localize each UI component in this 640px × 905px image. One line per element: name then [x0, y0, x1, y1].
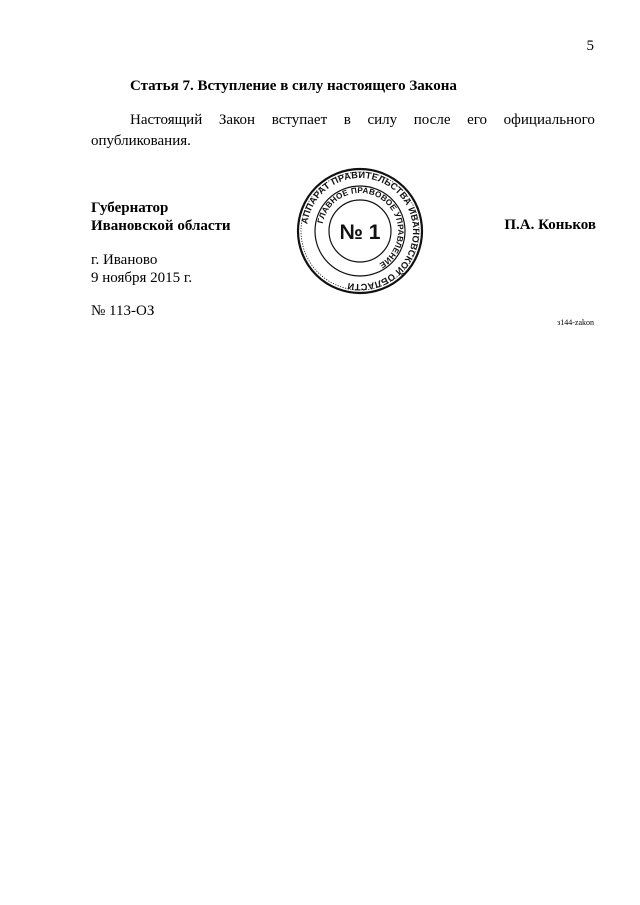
law-number: № 113-ОЗ [91, 303, 155, 319]
article-body-line-1 [91, 110, 595, 131]
body-word: в [343, 112, 351, 128]
body-word: официального [503, 112, 595, 128]
signatory-title-line-2: Ивановской области [91, 218, 231, 234]
file-reference: з144-zakon [557, 318, 594, 327]
article-body-line-2: опубликования. [91, 133, 191, 149]
official-seal [296, 167, 424, 295]
body-word: вступает [271, 112, 328, 128]
page-number: 5 [586, 38, 594, 54]
body-word: силу [367, 112, 398, 128]
body-word: после [413, 112, 451, 128]
seal-inner-text: ГЛАВНОЕ ПРАВОВОЕ УПРАВЛЕНИЕ [315, 185, 406, 270]
article-body [91, 110, 595, 152]
signatory-title [91, 199, 231, 235]
seal-outer-text: АППАРАТ ПРАВИТЕЛЬСТВА ИВАНОВСКОЙ ОБЛАСТИ [299, 169, 422, 293]
date: 9 ноября 2015 г. [91, 270, 193, 286]
body-word: его [467, 112, 488, 128]
article-heading: Статья 7. Вступление в силу настоящего Закона [130, 78, 457, 94]
signatory-title-line-1: Губернатор [91, 200, 169, 216]
signatory-name: П.А. Коньков [504, 217, 596, 233]
seal-center-number: № 1 [339, 221, 381, 244]
place: г. Иваново [91, 252, 158, 268]
place-and-date [91, 251, 192, 287]
body-word: Настоящий [130, 112, 203, 128]
body-word: Закон [218, 112, 256, 128]
